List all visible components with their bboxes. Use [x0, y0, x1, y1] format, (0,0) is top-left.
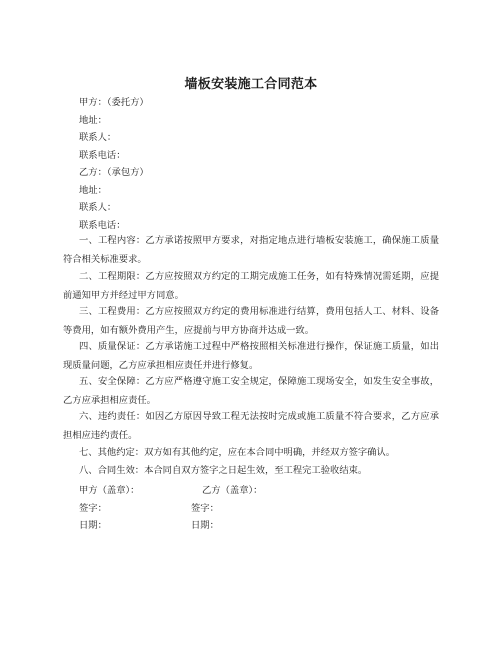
- clause-8: 八、合同生效：本合同自双方签字之日起生效，至工程完工验收结束。: [79, 465, 368, 476]
- party-a-address: 地址：: [79, 115, 107, 126]
- party-a-seal: 甲方（盖章）：: [79, 485, 140, 496]
- document-title: 墙板安装施工合同范本: [184, 77, 318, 92]
- clause-6: 六、违约责任：如因乙方原因导致工程无法按时完成或施工质量不符合要求，乙方应承担相应违约责任。: [63, 411, 439, 441]
- party-a-sign: 签字：: [79, 503, 107, 514]
- clause-2: 二、工程期限：乙方应按照双方约定的工期完成施工任务，如有特殊情况需延期，应提前通知甲方并经过甲方同意。: [63, 271, 439, 301]
- party-b-label: 乙方：（承包方）: [79, 167, 149, 178]
- party-b-seal: 乙方（盖章）：: [202, 485, 263, 496]
- clause-3: 三、工程费用：乙方应按照双方约定的费用标准进行结算，费用包括人工、材料、设备等费用，如有额外费用产生，应提前与甲方协商并达成一致。: [63, 306, 439, 336]
- party-a-date: 日期：: [79, 520, 107, 531]
- party-a-contact: 联系人：: [79, 132, 117, 143]
- clause-5: 五、安全保障：乙方应严格遵守施工安全规定，保障施工现场安全，如发生安全事故，乙方应承担相应责任。: [63, 376, 439, 406]
- party-b-sign: 签字：: [191, 503, 219, 514]
- party-b-date: 日期：: [191, 520, 219, 531]
- party-b-contact: 联系人：: [79, 202, 117, 213]
- party-b-address: 地址：: [79, 185, 107, 196]
- clause-4: 四、质量保证：乙方承诺施工过程中严格按照相关标准进行操作，保证施工质量，如出现质量问题，乙方应承担相应责任并进行修复。: [63, 341, 439, 371]
- clause-7: 七、其他约定：双方如有其他约定，应在本合同中明确，并经双方签字确认。: [79, 447, 396, 458]
- party-b-phone: 联系电话：: [79, 220, 126, 231]
- clause-1: 一、工程内容：乙方承诺按照甲方要求，对指定地点进行墙板安装施工，确保施工质量符合相关标准要求。: [63, 235, 439, 265]
- party-a-label: 甲方：（委托方）: [79, 97, 149, 108]
- party-a-phone: 联系电话：: [79, 150, 126, 161]
